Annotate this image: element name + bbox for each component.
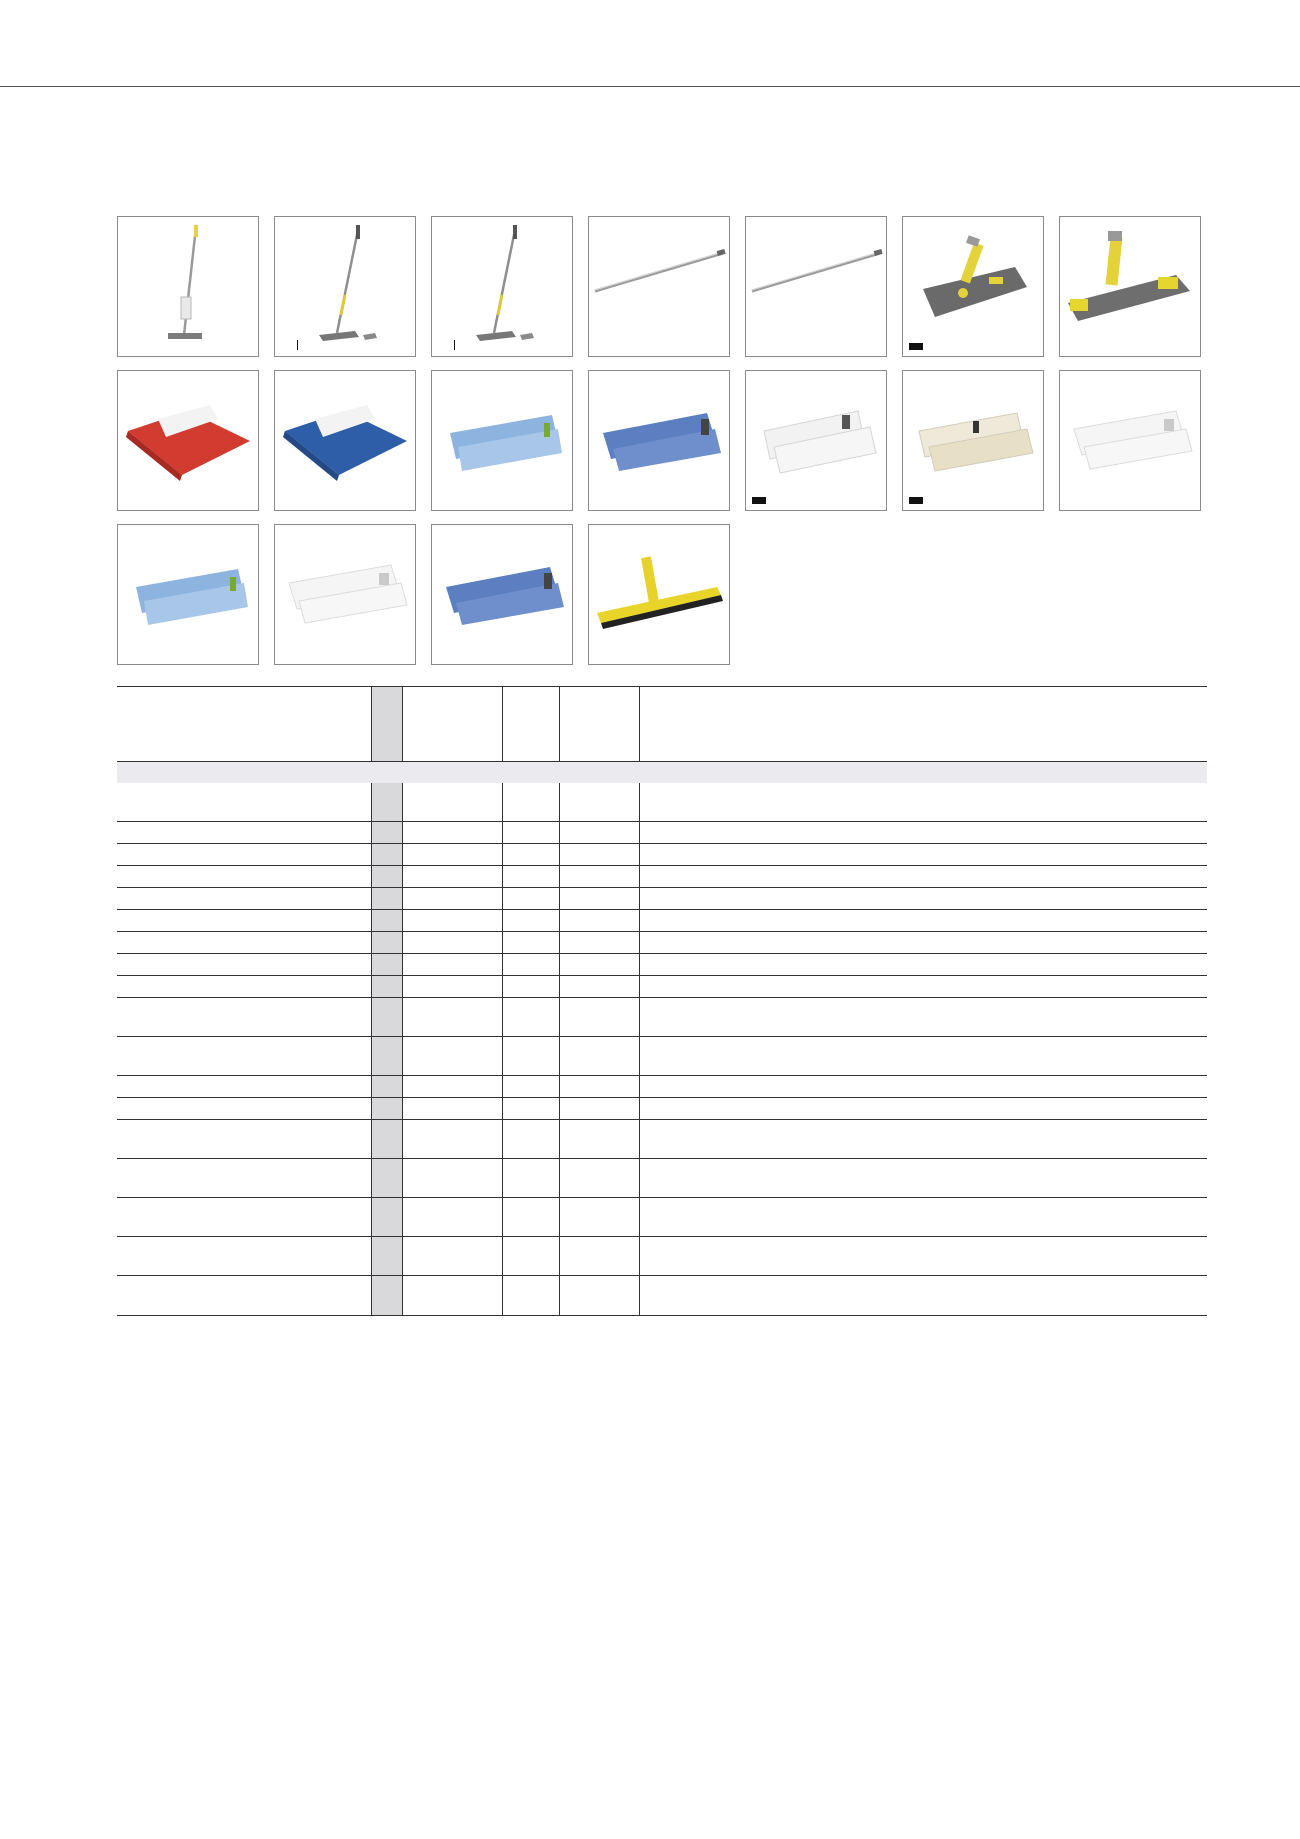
table-cell (117, 822, 371, 843)
table-cell (639, 888, 1207, 909)
table-cell (371, 1159, 402, 1197)
table-row (117, 910, 1207, 932)
table-row (117, 783, 1207, 822)
table-cell (502, 1076, 559, 1097)
table-cell (559, 1276, 639, 1315)
table-row (117, 844, 1207, 866)
table-cell (371, 888, 402, 909)
table-cell (117, 1076, 371, 1097)
table-cell (639, 1237, 1207, 1275)
product-tile (588, 370, 730, 511)
table-cell (371, 1198, 402, 1236)
table-cell (502, 1198, 559, 1236)
table-cell (559, 1120, 639, 1158)
table-cell (639, 1276, 1207, 1315)
table-row (117, 1076, 1207, 1098)
product-tile (588, 216, 730, 357)
table-cell (117, 1198, 371, 1236)
mop-with-frame-icon (275, 217, 415, 356)
table-row (117, 1098, 1207, 1120)
table-cell (402, 976, 502, 997)
product-tile (1059, 370, 1201, 511)
table-cell (559, 1076, 639, 1097)
table-cell (502, 1159, 559, 1197)
table-cell (639, 1198, 1207, 1236)
table-cell (117, 1276, 371, 1315)
table-row (117, 1276, 1207, 1315)
product-tile (274, 216, 416, 357)
top-rule (0, 86, 1300, 87)
product-tile (274, 370, 416, 511)
table-header-cell (371, 687, 402, 761)
table-row (117, 998, 1207, 1037)
table-cell (559, 1237, 639, 1275)
table-cell (402, 998, 502, 1036)
white-loop-mop-icon (1060, 371, 1200, 510)
table-cell (639, 998, 1207, 1036)
table-cell (371, 932, 402, 953)
table-cell (502, 1037, 559, 1075)
table-cell (502, 822, 559, 843)
table-row (117, 932, 1207, 954)
table-cell (402, 1159, 502, 1197)
product-tile (117, 370, 259, 511)
table-cell (402, 888, 502, 909)
table-cell (402, 1276, 502, 1315)
table-cell (402, 1076, 502, 1097)
table-cell (502, 844, 559, 865)
table-cell (402, 844, 502, 865)
table-row (117, 1037, 1207, 1076)
table-cell (639, 783, 1207, 821)
table-cell (371, 1120, 402, 1158)
table-cell (402, 1120, 502, 1158)
table-cell (559, 822, 639, 843)
table-cell (117, 1037, 371, 1075)
table-cell (402, 954, 502, 975)
table-cell (402, 783, 502, 821)
table-cell (117, 1098, 371, 1119)
product-specification-table (117, 686, 1207, 1316)
table-row (117, 866, 1207, 888)
table-cell (117, 866, 371, 887)
table-row (117, 1198, 1207, 1237)
table-cell (371, 1237, 402, 1275)
table-cell (559, 910, 639, 931)
speckled-blue-pad-icon (432, 525, 572, 664)
table-cell (502, 1098, 559, 1119)
table-cell (639, 1098, 1207, 1119)
table-cell (371, 976, 402, 997)
table-header-row (117, 687, 1207, 762)
product-tick-icon (454, 340, 455, 350)
table-cell (117, 932, 371, 953)
table-cell (502, 910, 559, 931)
product-tile (117, 524, 259, 665)
table-cell (502, 783, 559, 821)
table-cell (559, 783, 639, 821)
table-cell (371, 998, 402, 1036)
table-cell (117, 998, 371, 1036)
table-cell (559, 1098, 639, 1119)
table-cell (402, 932, 502, 953)
table-cell (502, 1276, 559, 1315)
table-cell (117, 1159, 371, 1197)
table-row (117, 976, 1207, 998)
table-cell (639, 910, 1207, 931)
product-tick-icon (297, 340, 298, 350)
table-header-cell (402, 687, 502, 761)
spray-mop-icon (118, 217, 258, 356)
table-cell (371, 1098, 402, 1119)
table-cell (559, 932, 639, 953)
table-cell (502, 954, 559, 975)
yellow-mop-frame-icon (1060, 217, 1200, 356)
table-cell (117, 1237, 371, 1275)
product-tile (1059, 216, 1201, 357)
table-cell (559, 976, 639, 997)
table-row (117, 954, 1207, 976)
mop-with-frame-icon (432, 217, 572, 356)
product-tile (745, 370, 887, 511)
table-cell (371, 844, 402, 865)
table-cell (402, 1098, 502, 1119)
speckled-blue-pad-icon (589, 371, 729, 510)
table-row (117, 1237, 1207, 1276)
table-header-cell (559, 687, 639, 761)
table-cell (502, 866, 559, 887)
product-tile (588, 524, 730, 665)
table-cell (502, 998, 559, 1036)
product-tile (431, 370, 573, 511)
table-cell (117, 954, 371, 975)
table-cell (402, 822, 502, 843)
table-row (117, 822, 1207, 844)
table-cell (639, 844, 1207, 865)
table-cell (371, 866, 402, 887)
product-tile (902, 216, 1044, 357)
table-cell (117, 1120, 371, 1158)
table-cell (559, 998, 639, 1036)
table-cell (371, 783, 402, 821)
table-cell (402, 1237, 502, 1275)
blue-mop-pad-icon (275, 371, 415, 510)
table-cell (117, 888, 371, 909)
table-cell (371, 954, 402, 975)
table-cell (502, 1120, 559, 1158)
table-cell (371, 910, 402, 931)
table-cell (639, 1076, 1207, 1097)
white-loop-mop-icon (275, 525, 415, 664)
table-cell (639, 1120, 1207, 1158)
table-cell (502, 888, 559, 909)
table-row (117, 1120, 1207, 1159)
table-cell (639, 1159, 1207, 1197)
table-cell (117, 783, 371, 821)
light-blue-microfibre-pad-icon (432, 371, 572, 510)
table-cell (559, 866, 639, 887)
product-tile (745, 216, 887, 357)
product-marker-icon (909, 343, 923, 350)
table-cell (502, 1237, 559, 1275)
table-header-cell (639, 687, 1207, 761)
table-header-cell (117, 687, 371, 761)
table-cell (559, 1037, 639, 1075)
table-cell (117, 910, 371, 931)
floor-squeegee-icon (589, 525, 729, 664)
table-cell (402, 1198, 502, 1236)
table-cell (371, 822, 402, 843)
table-row (117, 888, 1207, 910)
product-tile (117, 216, 259, 357)
table-cell (371, 1276, 402, 1315)
white-pad-icon (746, 371, 886, 510)
table-cell (639, 822, 1207, 843)
table-cell (639, 1037, 1207, 1075)
table-cell (502, 932, 559, 953)
product-tile (902, 370, 1044, 511)
product-tile (431, 216, 573, 357)
table-cell (559, 954, 639, 975)
table-cell (402, 910, 502, 931)
table-cell (117, 844, 371, 865)
table-cell (402, 866, 502, 887)
red-mop-pad-icon (118, 371, 258, 510)
table-section-row (117, 762, 1207, 783)
product-tile (274, 524, 416, 665)
table-cell (559, 844, 639, 865)
telescopic-handle-icon (589, 217, 729, 356)
table-cell (559, 1198, 639, 1236)
cotton-pad-icon (903, 371, 1043, 510)
table-cell (402, 1037, 502, 1075)
table-cell (639, 866, 1207, 887)
product-marker-icon (752, 497, 766, 504)
table-row (117, 1159, 1207, 1198)
table-cell (371, 1037, 402, 1075)
table-cell (639, 954, 1207, 975)
light-blue-microfibre-pad-icon (118, 525, 258, 664)
table-header-cell (502, 687, 559, 761)
table-cell (371, 1076, 402, 1097)
table-cell (559, 888, 639, 909)
grey-mop-frame-icon (903, 217, 1043, 356)
table-cell (559, 1159, 639, 1197)
product-tile (431, 524, 573, 665)
table-cell (117, 976, 371, 997)
telescopic-handle-icon (746, 217, 886, 356)
table-cell (502, 976, 559, 997)
product-marker-icon (909, 497, 923, 504)
table-cell (639, 976, 1207, 997)
table-cell (639, 932, 1207, 953)
